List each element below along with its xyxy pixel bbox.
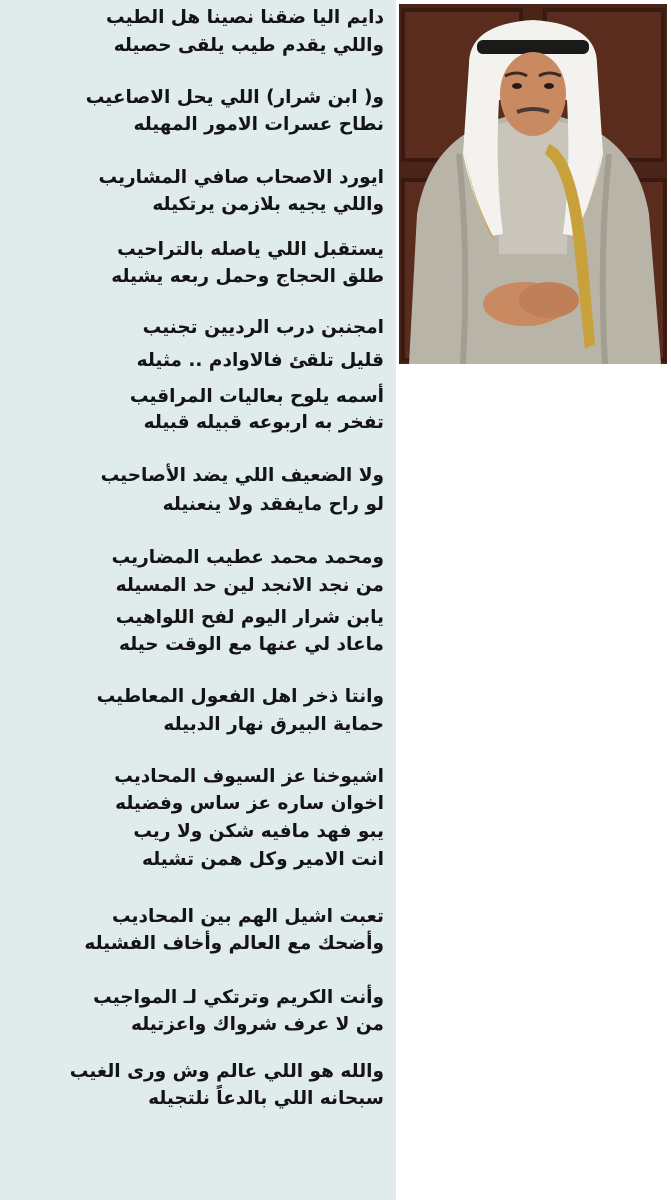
poem-line-5: ايورد الاصحاب صافي المشاريب xyxy=(98,167,384,188)
poem-line-11: أسمه يلوح بعاليات المراقيب xyxy=(129,386,384,407)
poem-line-27: وأنت الكريم وترتكي لـ المواجيب xyxy=(93,987,384,1008)
poem-line-7: يستقبل اللي ياصله بالتراحيب xyxy=(117,239,384,260)
poem-line-8: طلق الحجاج وحمل ربعه يشيله xyxy=(111,266,384,287)
poem-line-14: لو راح مايفقد ولا ينعنيله xyxy=(162,494,384,515)
portrait-photo xyxy=(399,4,667,364)
poem-line-19: وانتا ذخر اهل الفعول المعاطيب xyxy=(96,686,384,707)
poem-line-13: ولا الضعيف اللي يضد الأصاحيب xyxy=(100,465,384,486)
poem-line-23: يبو فهد مافيه شكن ولا ريب xyxy=(133,821,384,842)
poem-line-21: اشيوخنا عز السيوف المحاديب xyxy=(114,766,384,787)
poem-line-22: اخوان ساره عز ساس وفضيله xyxy=(115,793,384,814)
poem-line-24: انت الامير وكل همن تشيله xyxy=(141,849,384,870)
poem-line-25: تعبت اشيل الهم بين المحاديب xyxy=(111,906,384,927)
poem-line-17: يابن شرار اليوم لفح اللواهيب xyxy=(115,607,384,628)
poem-line-16: من نجد الانجد لين حد المسيله xyxy=(115,575,384,596)
poem-line-3: و( ابن شرار) اللي يحل الاصاعيب xyxy=(85,87,384,108)
poem-line-4: نطاح عسرات الامور المهيله xyxy=(133,114,384,135)
poem-line-2: واللي يقدم طيب يلقى حصيله xyxy=(113,35,384,56)
poem-line-26: وأضحك مع العالم وأخاف الفشيله xyxy=(84,933,384,954)
poem-line-10: قليل تلقئ فالاوادم .. مثيله xyxy=(136,350,384,371)
poem-line-28: من لا عرف شرواك واعزتيله xyxy=(130,1014,384,1035)
poem-line-1: دايم اليا ضقنا نصينا هل الطيب xyxy=(106,7,384,28)
poem-line-29: والله هو اللي عالم وش ورى الغيب xyxy=(69,1061,384,1082)
poem-line-30: سبحانه اللي بالدعاً نلتجيله xyxy=(148,1088,384,1109)
poem-line-9: امجنبن درب الرديين تجنيب xyxy=(142,317,384,338)
portrait-illustration xyxy=(399,4,667,364)
poem-line-12: تفخر به اربوعه قبيله قبيله xyxy=(143,412,384,433)
poem-line-15: ومحمد محمد عطيب المضاريب xyxy=(111,547,384,568)
poem-line-6: واللي يجيه بلازمن يرتكيله xyxy=(152,194,384,215)
poem-line-20: حماية البيرق نهار الدبيله xyxy=(163,714,384,735)
poem-line-18: ماعاد لي عنها مع الوقت حيله xyxy=(118,634,384,655)
